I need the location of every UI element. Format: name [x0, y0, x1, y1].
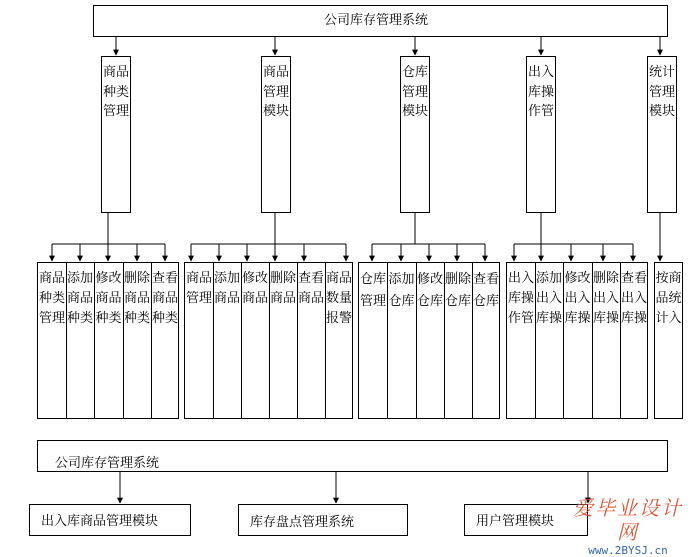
leaf-cell: 添加商品种类: [66, 271, 93, 327]
leaf-cell: 删除商品种类: [123, 271, 150, 327]
top-system-title: 公司库存管理系统: [324, 13, 429, 28]
module-label: 仓库管理模块: [401, 65, 428, 120]
module-label: 商品种类管理: [102, 65, 129, 120]
leaf-cell: 修改出入库操: [564, 271, 591, 327]
leaf-cell: 商品数量报警: [325, 271, 352, 327]
leaf-cell: 查看商品种类: [151, 271, 178, 327]
watermark-url: www.2BYSJ.cn: [588, 544, 668, 557]
bottom-child-in-out-goods: [29, 504, 191, 536]
leaf-group-statistics: [654, 262, 683, 419]
bottom-child-label: 用户管理模块: [476, 514, 555, 529]
watermark-title: 爱毕业设计网: [573, 496, 683, 544]
bottom-system-title: 公司库存管理系统: [55, 456, 160, 471]
bottom-child-label: 出入库商品管理模块: [41, 514, 159, 529]
module-box-warehouse: [400, 56, 430, 213]
bottom-system-box: [37, 440, 668, 472]
leaf-cell: 删除商品: [269, 271, 296, 307]
module-box-product-category: [101, 56, 131, 213]
leaf-cell: 删除仓库: [444, 272, 471, 309]
leaf-cell: 查看出入库操: [620, 271, 647, 327]
bottom-child-label: 库存盘点管理系统: [250, 515, 355, 530]
leaf-cell: 删除出入库操: [592, 271, 619, 327]
leaf-cell: 添加商品: [213, 271, 240, 307]
leaf-cell: 添加出入库操: [535, 271, 562, 327]
leaf-cell: 修改商品种类: [95, 271, 122, 327]
leaf-cell: 出入库操作管: [507, 271, 534, 327]
module-box-statistics: [647, 56, 677, 213]
leaf-group-warehouse: [358, 262, 500, 419]
watermark: [566, 496, 690, 557]
leaf-cell: 按商品统计入: [655, 271, 682, 327]
module-box-product: [261, 56, 291, 213]
leaf-group-in-out-ops: [506, 262, 648, 419]
module-label: 商品管理模块: [262, 65, 289, 120]
leaf-cell: 商品管理: [185, 271, 212, 307]
leaf-cell: 查看商品: [297, 271, 324, 307]
leaf-group-product: [184, 262, 353, 419]
leaf-cell: 查看仓库: [472, 272, 499, 309]
bottom-child-inventory-check: [238, 504, 408, 536]
module-box-in-out-ops: [526, 56, 556, 213]
leaf-cell: 修改仓库: [416, 272, 443, 309]
top-system-box: [93, 5, 668, 37]
leaf-cell: 添加仓库: [388, 272, 415, 309]
leaf-cell: 仓库管理: [359, 272, 386, 309]
module-label: 统计管理模块: [648, 65, 675, 120]
leaf-cell: 修改商品: [241, 271, 268, 307]
module-label: 出入库操作管: [527, 65, 554, 120]
leaf-cell: 商品种类管理: [38, 271, 65, 327]
leaf-group-product-category: [37, 262, 179, 419]
